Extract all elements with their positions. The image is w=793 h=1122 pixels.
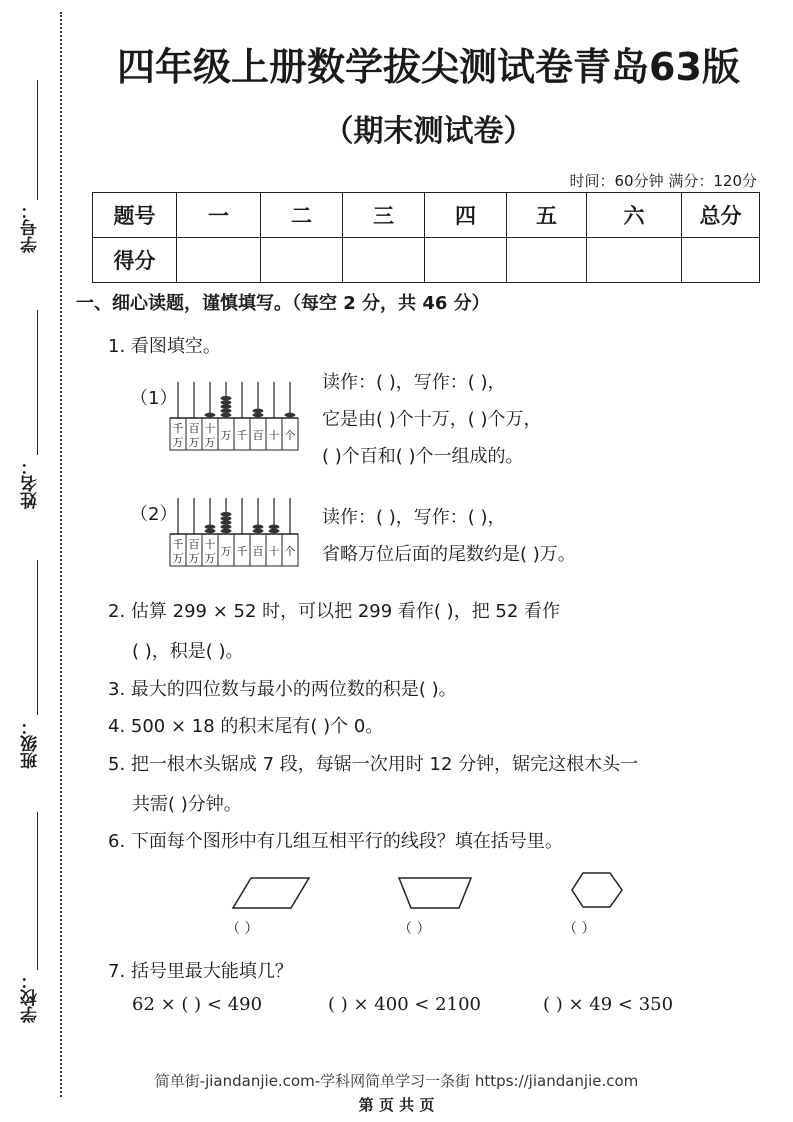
question-7-item: 62 × ( ) < 490 <box>132 994 263 1015</box>
abacus-bead <box>221 512 232 516</box>
score-header-cell: 三 <box>343 193 425 238</box>
abacus-place-label: 百 <box>188 538 200 551</box>
abacus-bead <box>221 396 232 400</box>
abacus-bead <box>253 525 264 529</box>
abacus-place-label: 百 <box>252 545 264 558</box>
question-7-item: ( ) × 49 < 350 <box>543 994 674 1015</box>
score-table <box>92 192 760 283</box>
question-1-part-1-composition-2: ( )个百和( )个一组成的。 <box>322 446 524 467</box>
abacus-place-label: 万 <box>220 545 232 558</box>
abacus-bead <box>253 409 264 413</box>
parallelogram-shape <box>233 878 309 908</box>
abacus-bead <box>205 413 216 417</box>
abacus-bead <box>269 525 280 529</box>
page-number: 第 页 共 页 <box>358 1096 435 1114</box>
question-1-part-2-rounding: 省略万位后面的尾数约是( )万。 <box>322 544 576 565</box>
abacus-place-label: 十 <box>268 429 280 442</box>
abacus-place-label: 百 <box>188 422 200 435</box>
abacus-place-label: 个 <box>284 545 296 558</box>
hexagon-shape <box>572 873 622 907</box>
answer-blank[interactable]: （ ） <box>398 921 431 937</box>
abacus-place-label: 万 <box>172 436 184 449</box>
score-table-score-row <box>93 238 760 283</box>
score-blank-cell[interactable] <box>425 238 507 283</box>
question-7-item: ( ) × 400 < 2100 <box>328 994 481 1015</box>
name-field: 姓名： <box>18 310 48 520</box>
abacus-bead <box>285 413 296 417</box>
abacus-diagram-1 <box>168 378 300 452</box>
abacus-place-label: 十 <box>204 538 216 551</box>
student-number-field: 学号： <box>18 80 48 260</box>
abacus-bead <box>205 525 216 529</box>
score-blank-cell[interactable] <box>587 238 682 283</box>
score-header-cell: 四 <box>425 193 507 238</box>
school-field: 学校： <box>18 812 48 1032</box>
section-one-heading: 一、细心读题，谨慎填写。（每空 2 分，共 46 分） <box>76 293 490 314</box>
score-row-label: 得分 <box>93 238 177 283</box>
question-1-part-1-read-write: 读作：( )，写作：( )， <box>322 372 506 393</box>
abacus-place-label: 万 <box>172 552 184 565</box>
score-header-cell: 一 <box>177 193 261 238</box>
score-table-header-row <box>93 193 760 238</box>
question-1-part-1-label: （1） <box>130 388 178 409</box>
trapezoid-shape <box>399 878 471 908</box>
abacus-bead <box>253 529 264 533</box>
abacus-place-label: 个 <box>284 429 296 442</box>
abacus-place-label: 万 <box>204 552 216 565</box>
abacus-bead <box>253 413 264 417</box>
abacus-place-label: 百 <box>252 429 264 442</box>
abacus-bead <box>221 400 232 404</box>
abacus-bead <box>221 404 232 408</box>
question-1-part-1-composition: 它是由( )个十万，( )个万， <box>322 409 542 430</box>
answer-blank[interactable]: （ ） <box>563 921 596 937</box>
score-blank-cell[interactable] <box>343 238 425 283</box>
score-blank-cell[interactable] <box>261 238 343 283</box>
page-subtitle: （期末测试卷） <box>323 114 534 149</box>
abacus-place-label: 千 <box>236 429 248 442</box>
abacus-place-label: 万 <box>220 429 232 442</box>
abacus-place-label: 千 <box>236 545 248 558</box>
question-1-part-2-read-write: 读作：( )，写作：( )， <box>322 507 506 528</box>
abacus-diagram-2 <box>168 494 300 568</box>
class-field: 班级： <box>18 560 48 780</box>
abacus-bead <box>205 529 216 533</box>
abacus-place-label: 十 <box>268 545 280 558</box>
shapes-row <box>225 870 645 920</box>
score-header-cell: 题号 <box>93 193 177 238</box>
abacus-place-label: 千 <box>172 422 184 435</box>
abacus-bead <box>269 529 280 533</box>
score-header-cell: 五 <box>507 193 587 238</box>
abacus-bead <box>221 409 232 413</box>
question-2-line-1: 2. 估算 299 × 52 时，可以把 299 看作( )，把 52 看作 <box>108 601 561 622</box>
question-5-line-1: 5. 把一根木头锯成 7 段，每锯一次用时 12 分钟，锯完这根木头一 <box>108 754 639 775</box>
binding-dashed-line <box>60 12 62 1097</box>
score-header-cell: 二 <box>261 193 343 238</box>
answer-blank[interactable]: （ ） <box>226 921 259 937</box>
question-4: 4. 500 × 18 的积末尾有( )个 0。 <box>108 716 384 737</box>
abacus-bead <box>221 525 232 529</box>
question-3: 3. 最大的四位数与最小的两位数的积是( )。 <box>108 679 457 700</box>
question-6-stem: 6. 下面每个图形中有几组互相平行的线段？填在括号里。 <box>108 831 563 852</box>
question-1-stem: 1. 看图填空。 <box>108 336 221 357</box>
score-header-cell: 六 <box>587 193 682 238</box>
abacus-place-label: 万 <box>204 436 216 449</box>
question-2-line-2: ( )，积是( )。 <box>132 641 244 662</box>
abacus-place-label: 十 <box>204 422 216 435</box>
abacus-place-label: 万 <box>188 552 200 565</box>
question-5-line-2: 共需( )分钟。 <box>132 794 242 815</box>
score-blank-cell[interactable] <box>177 238 261 283</box>
score-blank-cell[interactable] <box>682 238 760 283</box>
abacus-bead <box>221 516 232 520</box>
question-7-stem: 7. 括号里最大能填几？ <box>108 961 293 982</box>
page-title: 四年级上册数学拔尖测试卷青岛63版 <box>117 45 740 89</box>
time-and-score-info: 时间：60分钟 满分：120分 <box>569 172 757 190</box>
source-watermark: 简单街-jiandanjie.com-学科网简单学习一条街 https://jiandanjie.com <box>154 1072 639 1090</box>
abacus-place-label: 千 <box>172 538 184 551</box>
question-1-part-2-label: （2） <box>130 504 178 525</box>
abacus-bead <box>221 413 232 417</box>
score-blank-cell[interactable] <box>507 238 587 283</box>
abacus-bead <box>221 529 232 533</box>
abacus-bead <box>221 520 232 524</box>
score-header-cell: 总分 <box>682 193 760 238</box>
abacus-place-label: 万 <box>188 436 200 449</box>
